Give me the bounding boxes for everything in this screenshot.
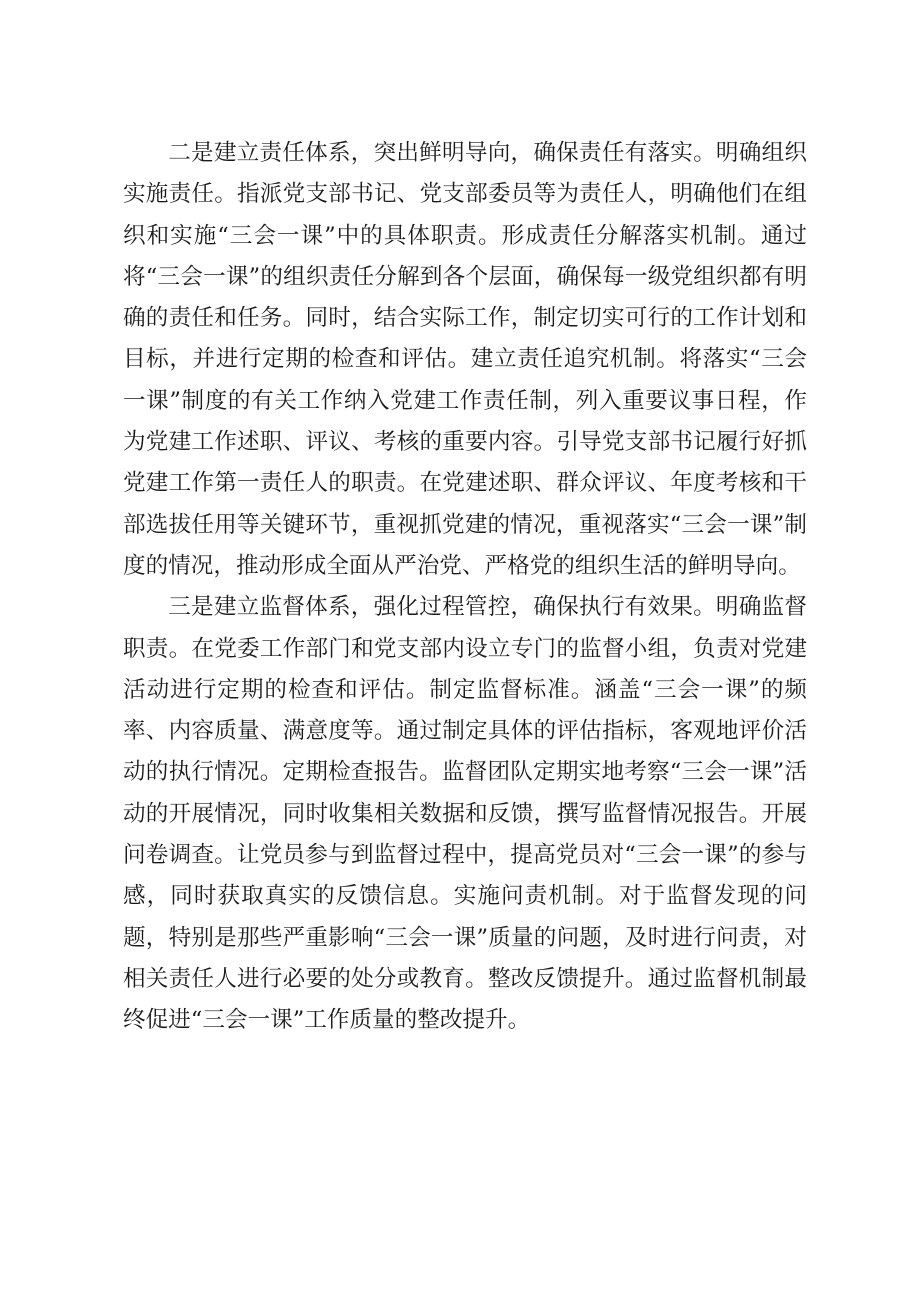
document-body — [123, 133, 807, 1042]
paragraph-supervision-system: 三是建立监督体系，强化过程管控，确保执行有效果。明确监督职责。在党委工作部门和党支部内设立专门的监督小组，负责对党建活动进行定期的检查和评估。制定监督标准。涵盖“三会一课”的频率、内容质量、满意度等。通过制定具体的评估指标，客观地评价活动的执行情况。定期检查报告。监督团队定期实地考察“三会一课”活动的开展情况，同时收集相关数据和反馈，撰写监督情况报告。开展问卷调查。让党员参与到监督过程中，提高党员对“三会一课”的参与感，同时获取真实的反馈信息。实施问责机制。对于监督发现的问题，特别是那些严重影响“三会一课”质量的问题，及时进行问责，对相关责任人进行必要的处分或教育。整改反馈提升。通过监督机制最终促进“三会一课”工作质量的整改提升。 — [123, 594, 807, 1034]
paragraph-responsibility-system: 二是建立责任体系，突出鲜明导向，确保责任有落实。明确组织实施责任。指派党支部书记、党支部委员等为责任人，明确他们在组织和实施“三会一课”中的具体职责。形成责任分解落实机制。通过将“三会一课”的组织责任分解到各个层面，确保每一级党组织都有明确的责任和任务。同时，结合实际工作，制定切实可行的工作计划和目标，并进行定期的检查和评估。建立责任追究机制。将落实“三会一课”制度的有关工作纳入党建工作责任制，列入重要议事日程，作为党建工作述职、评议、考核的重要内容。引导党支部书记履行好抓党建工作第一责任人的职责。在党建述职、群众评议、年度考核和干部选拔任用等关键环节，重视抓党建的情况，重视落实“三会一课”制度的情况，推动形成全面从严治党、严格党的组织生活的鲜明导向。 — [123, 140, 807, 579]
